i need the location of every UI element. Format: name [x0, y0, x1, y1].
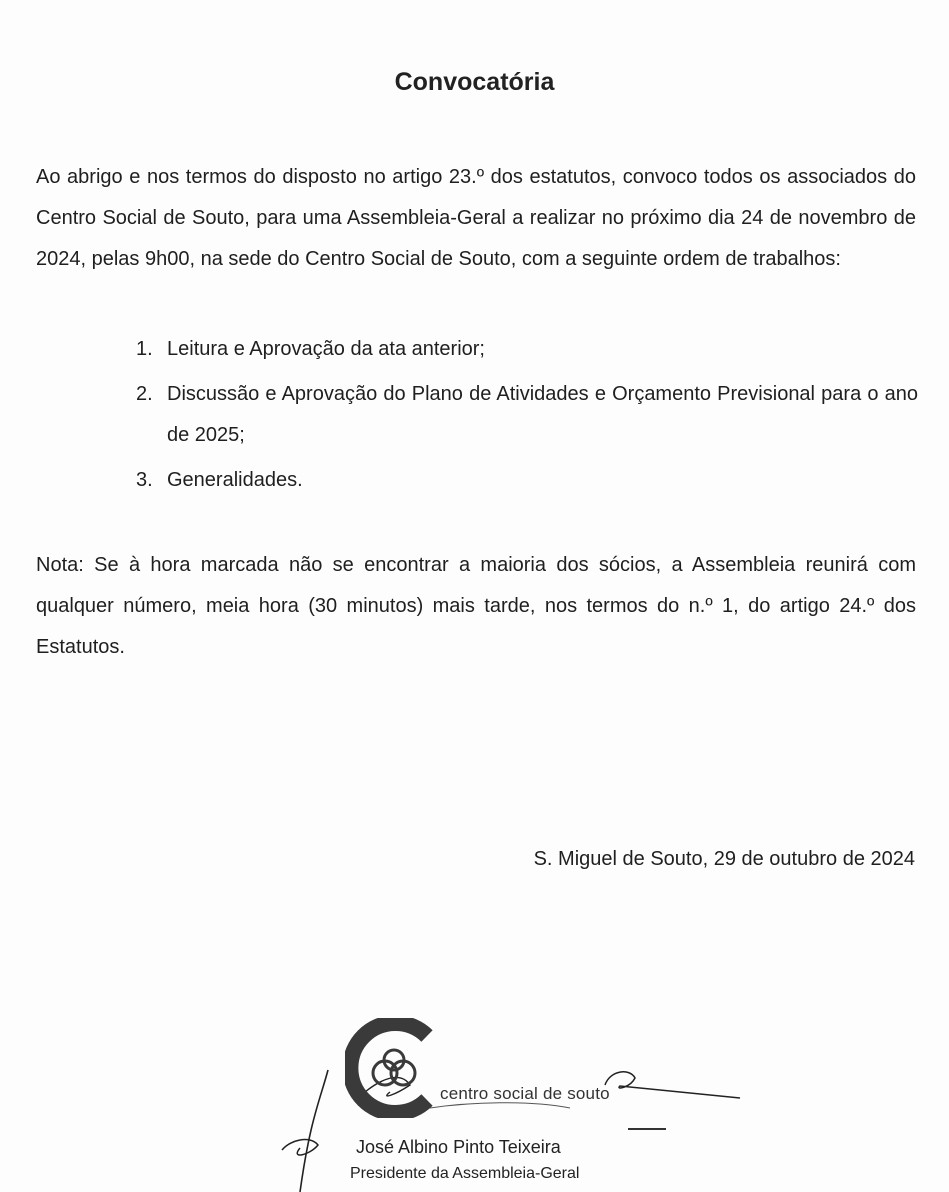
agenda-item — [136, 374, 918, 456]
agenda-item — [136, 460, 918, 501]
agenda-item-text: Leitura e Aprovação da ata anterior; — [167, 338, 485, 360]
agenda-list — [136, 329, 918, 505]
agenda-item-text: Discussão e Aprovação do Plano de Atividades e Orçamento Previsional para o ano de 2025; — [167, 383, 918, 446]
signatory-name: José Albino Pinto Teixeira — [356, 1137, 561, 1157]
signature-dash — [628, 1128, 666, 1130]
agenda-item — [136, 329, 918, 370]
agenda-item-number: 1. — [136, 338, 153, 360]
note-paragraph: Nota: Se à hora marcada não se encontrar a maioria dos sócios, a Assembleia reunirá com qualquer número, meia hora (30 minutos) mais tarde, nos termos do n.º 1, do artigo 24.º dos Estatutos. — [36, 554, 916, 658]
intro-paragraph: Ao abrigo e nos termos do disposto no artigo 23.º dos estatutos, convoco todos os associados do Centro Social de Souto, para uma Assembleia-Geral a realizar no próximo dia 24 de novembro de 2024, pelas 9h00, na sede do Centro Social de Souto, com a seguinte ordem de trabalhos: — [36, 166, 916, 270]
document-title: Convocatória — [394, 68, 555, 96]
place-date: S. Miguel de Souto, 29 de outubro de 2024 — [533, 848, 915, 870]
seal-logo — [345, 1018, 445, 1118]
agenda-item-number: 2. — [136, 383, 153, 405]
signatory-role: Presidente da Assembleia-Geral — [350, 1165, 580, 1182]
agenda-item-number: 3. — [136, 469, 153, 491]
agenda-item-text: Generalidades. — [167, 469, 303, 491]
seal-text: centro social de souto — [440, 1084, 610, 1103]
